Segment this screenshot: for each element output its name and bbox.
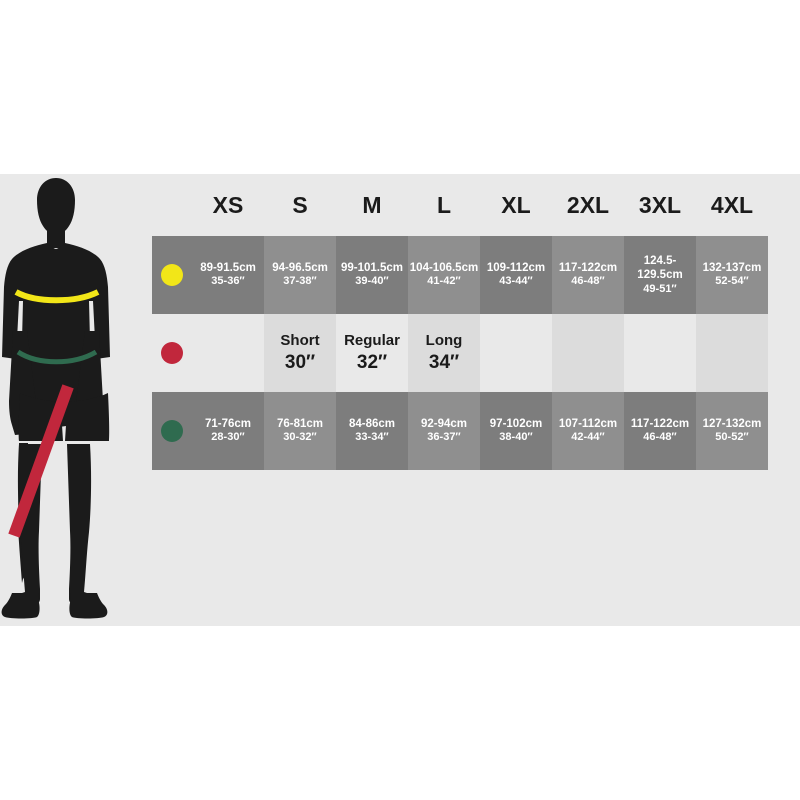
size-table	[152, 174, 800, 626]
leg-value-l: Long 34″	[408, 314, 480, 392]
size-header-4xl: 4XL	[710, 191, 754, 218]
waist-value-l: 92-94cm 36-37″	[408, 392, 480, 470]
waist-value-xl: 97-102cm 38-40″	[480, 392, 552, 470]
chest-value-4xl: 132-137cm 52-54″	[696, 236, 768, 314]
size-header-2xl: 2XL	[566, 191, 610, 218]
leg-value-3xl	[624, 314, 696, 392]
size-header-xl: XL	[501, 191, 531, 218]
chest-marker-cell	[152, 236, 192, 314]
male-silhouette-figure	[0, 174, 152, 626]
leg-value-xs	[192, 314, 264, 392]
size-chart	[0, 174, 800, 626]
leg-value-2xl	[552, 314, 624, 392]
leg-value-s: Short 30″	[264, 314, 336, 392]
yellow-dot-icon	[161, 264, 183, 286]
chest-value-3xl: 124.5-129.5cm 49-51″	[624, 236, 696, 314]
chest-measurement-row	[152, 236, 800, 314]
male-silhouette-icon	[0, 174, 152, 626]
waist-value-3xl: 117-122cm 46-48″	[624, 392, 696, 470]
header-marker-spacer	[152, 174, 192, 236]
size-header-s: S	[292, 191, 308, 218]
leg-length-row	[152, 314, 800, 392]
size-header-xs: XS	[212, 191, 244, 218]
size-header-l: L	[436, 191, 452, 218]
leg-marker-cell	[152, 314, 192, 392]
waist-value-s: 76-81cm 30-32″	[264, 392, 336, 470]
chest-value-xs: 89-91.5cm 35-36″	[192, 236, 264, 314]
waist-measurement-row	[152, 392, 800, 470]
chest-value-l: 104-106.5cm 41-42″	[408, 236, 480, 314]
leg-value-m: Regular 32″	[336, 314, 408, 392]
waist-value-xs: 71-76cm 28-30″	[192, 392, 264, 470]
leg-value-4xl	[696, 314, 768, 392]
leg-value-xl	[480, 314, 552, 392]
chest-value-xl: 109-112cm 43-44″	[480, 236, 552, 314]
table-header-row	[152, 174, 800, 236]
waist-marker-cell	[152, 392, 192, 470]
waist-value-m: 84-86cm 33-34″	[336, 392, 408, 470]
red-dot-icon	[161, 342, 183, 364]
waist-value-4xl: 127-132cm 50-52″	[696, 392, 768, 470]
size-header-m: M	[362, 191, 382, 218]
waist-value-2xl: 107-112cm 42-44″	[552, 392, 624, 470]
size-header-3xl: 3XL	[638, 191, 682, 218]
chest-value-2xl: 117-122cm 46-48″	[552, 236, 624, 314]
chest-value-s: 94-96.5cm 37-38″	[264, 236, 336, 314]
green-dot-icon	[161, 420, 183, 442]
chest-value-m: 99-101.5cm 39-40″	[336, 236, 408, 314]
